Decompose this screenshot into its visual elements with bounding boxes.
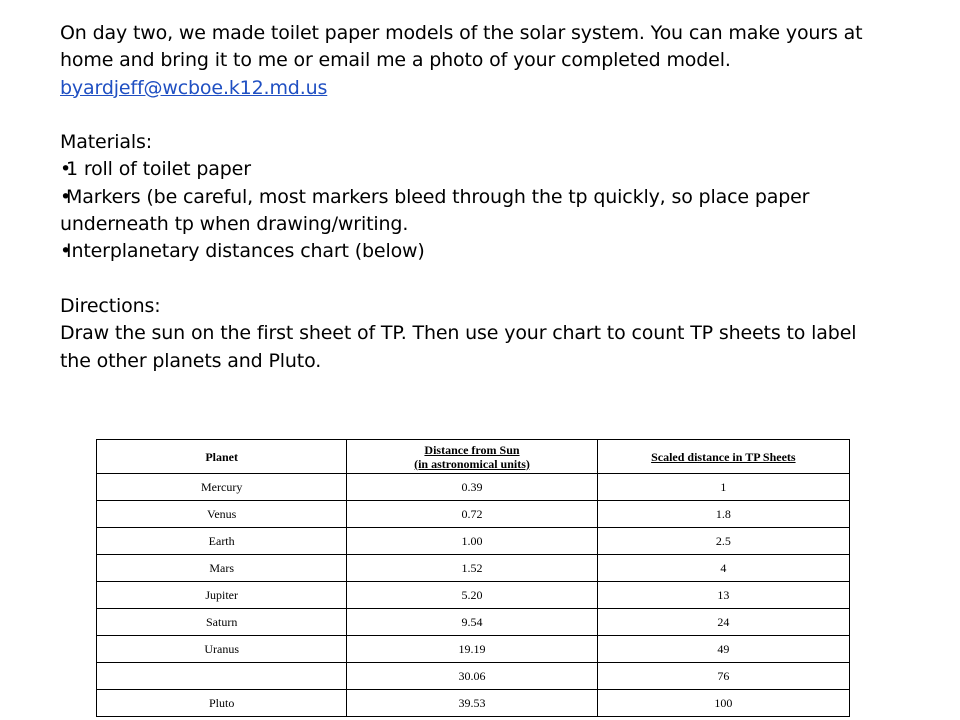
tp-cell: 13 [597,582,849,609]
header-distance-tp [597,440,849,474]
table-row [97,501,850,528]
tp-cell: 100 [597,690,849,717]
planet-distances-table [96,439,850,717]
materials-heading: Materials: [60,131,152,154]
planet-cell: Earth [97,528,347,555]
au-cell: 9.54 [347,609,597,636]
directions-line-1: Draw the sun on the first sheet of TP. Then use your chart to count TP sheets to label [60,322,857,345]
tp-cell: 76 [597,663,849,690]
email-link[interactable]: byardjeff@wcboe.k12.md.us [60,76,328,99]
materials-item-1-text: 1 roll of toilet paper [66,158,251,181]
materials-item-2-text: Markers (be careful, most markers bleed through the tp quickly, so place paper [66,185,810,208]
materials-item-3-text: Interplanetary distances chart (below) [66,240,425,263]
materials-item-2-continued: underneath tp when drawing/writing. [60,213,409,236]
table-row [97,474,850,501]
blank-line [60,102,930,129]
tp-cell: 1.8 [597,501,849,528]
header-distance-au [347,440,597,474]
table-row [97,582,850,609]
planet-cell: Jupiter [97,582,347,609]
planet-cell: Venus [97,501,347,528]
directions-heading: Directions: [60,294,161,317]
header-planet [97,440,347,474]
materials-item-2 [60,184,930,211]
planet-cell: Pluto [97,690,347,717]
header-distance-au-line-2: (in astronomical units) [414,456,530,471]
planet-cell [97,663,347,690]
table-row [97,636,850,663]
table-header-row [97,440,850,474]
directions-line-2: the other planets and Pluto. [60,349,322,372]
blank-line [60,266,930,293]
tp-cell: 1 [597,474,849,501]
header-distance-tp-label: Scaled distance in TP Sheets [651,449,796,464]
table-row [97,690,850,717]
planet-cell: Saturn [97,609,347,636]
au-cell: 0.72 [347,501,597,528]
au-cell: 5.20 [347,582,597,609]
materials-item-3 [60,238,930,265]
planet-cell: Mercury [97,474,347,501]
au-cell: 39.53 [347,690,597,717]
au-cell: 0.39 [347,474,597,501]
planet-cell: Uranus [97,636,347,663]
intro-line-2: home and bring it to me or email me a photo of your completed model. [60,49,731,72]
slide-text [60,20,930,375]
au-cell: 1.52 [347,555,597,582]
au-cell: 1.00 [347,528,597,555]
table-row [97,528,850,555]
header-distance-au-line-1: Distance from Sun [424,442,520,457]
tp-cell: 24 [597,609,849,636]
header-planet-label: Planet [205,449,238,464]
table-row [97,555,850,582]
email-line [60,75,930,102]
planet-cell: Mars [97,555,347,582]
tp-cell: 2.5 [597,528,849,555]
au-cell: 19.19 [347,636,597,663]
intro-line-1: On day two, we made toilet paper models of the solar system. You can make yours at [60,22,863,44]
au-cell: 30.06 [347,663,597,690]
materials-item-1 [60,156,930,183]
tp-cell: 4 [597,555,849,582]
table-row [97,609,850,636]
tp-cell: 49 [597,636,849,663]
table-row [97,663,850,690]
